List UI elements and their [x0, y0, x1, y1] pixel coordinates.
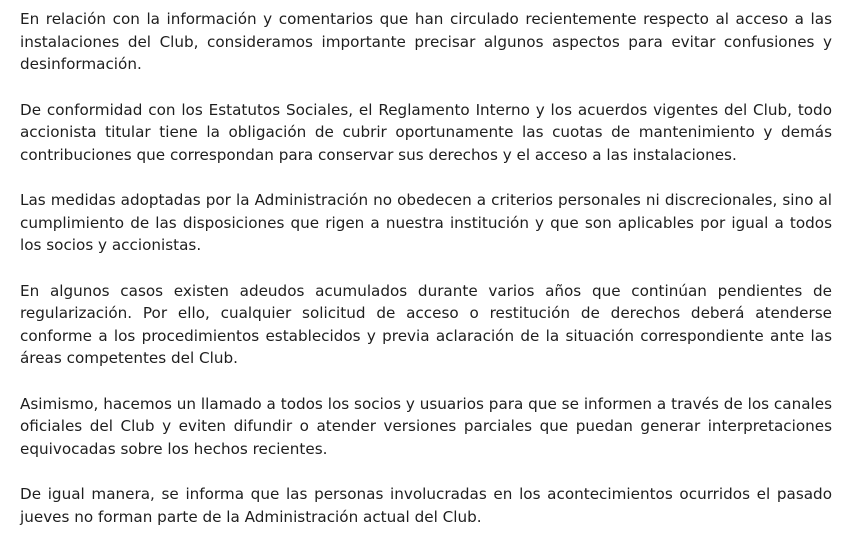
paragraph-administration-measures: Las medidas adoptadas por la Administración no obedecen a criterios personales ni discrecionales, sino al cumplimiento de las disposiciones que rigen a nuestra institución y que son aplicables por igual a todos los socios y accionistas.: [20, 191, 832, 254]
paragraph-involved-persons: De igual manera, se informa que las personas involucradas en los acontecimientos ocurridos el pasado jueves no forman parte de la Administración actual del Club.: [20, 485, 832, 526]
paragraph-access-context: En relación con la información y comentarios que han circulado recientemente respecto al acceso a las instalaciones del Club, consideramos importante precisar algunos aspectos para evitar confusiones y desinformación.: [20, 10, 832, 73]
document-body: [20, 8, 832, 528]
paragraph-bylaws-obligations: De conformidad con los Estatutos Sociales, el Reglamento Interno y los acuerdos vigentes del Club, todo accionista titular tiene la obligación de cubrir oportunamente las cuotas de mantenimiento y demás contribuciones que correspondan para conservar sus derechos y el acceso a las instalaciones.: [20, 100, 832, 164]
paragraph-outstanding-debts: En algunos casos existen adeudos acumulados durante varios años que continúan pendientes de regularización. Por ello, cualquier solicitud de acceso o restitución de derechos deberá atenderse conforme a los procedimientos establecidos y previa aclaración de la situación correspondiente ante las áreas competentes del Club.: [20, 281, 832, 367]
paragraph-official-channels: Asimismo, hacemos un llamado a todos los socios y usuarios para que se informen a través de los canales oficiales del Club y eviten difundir o atender versiones parciales que puedan generar interpretaciones equivocadas sobre los hechos recientes.: [20, 394, 832, 458]
